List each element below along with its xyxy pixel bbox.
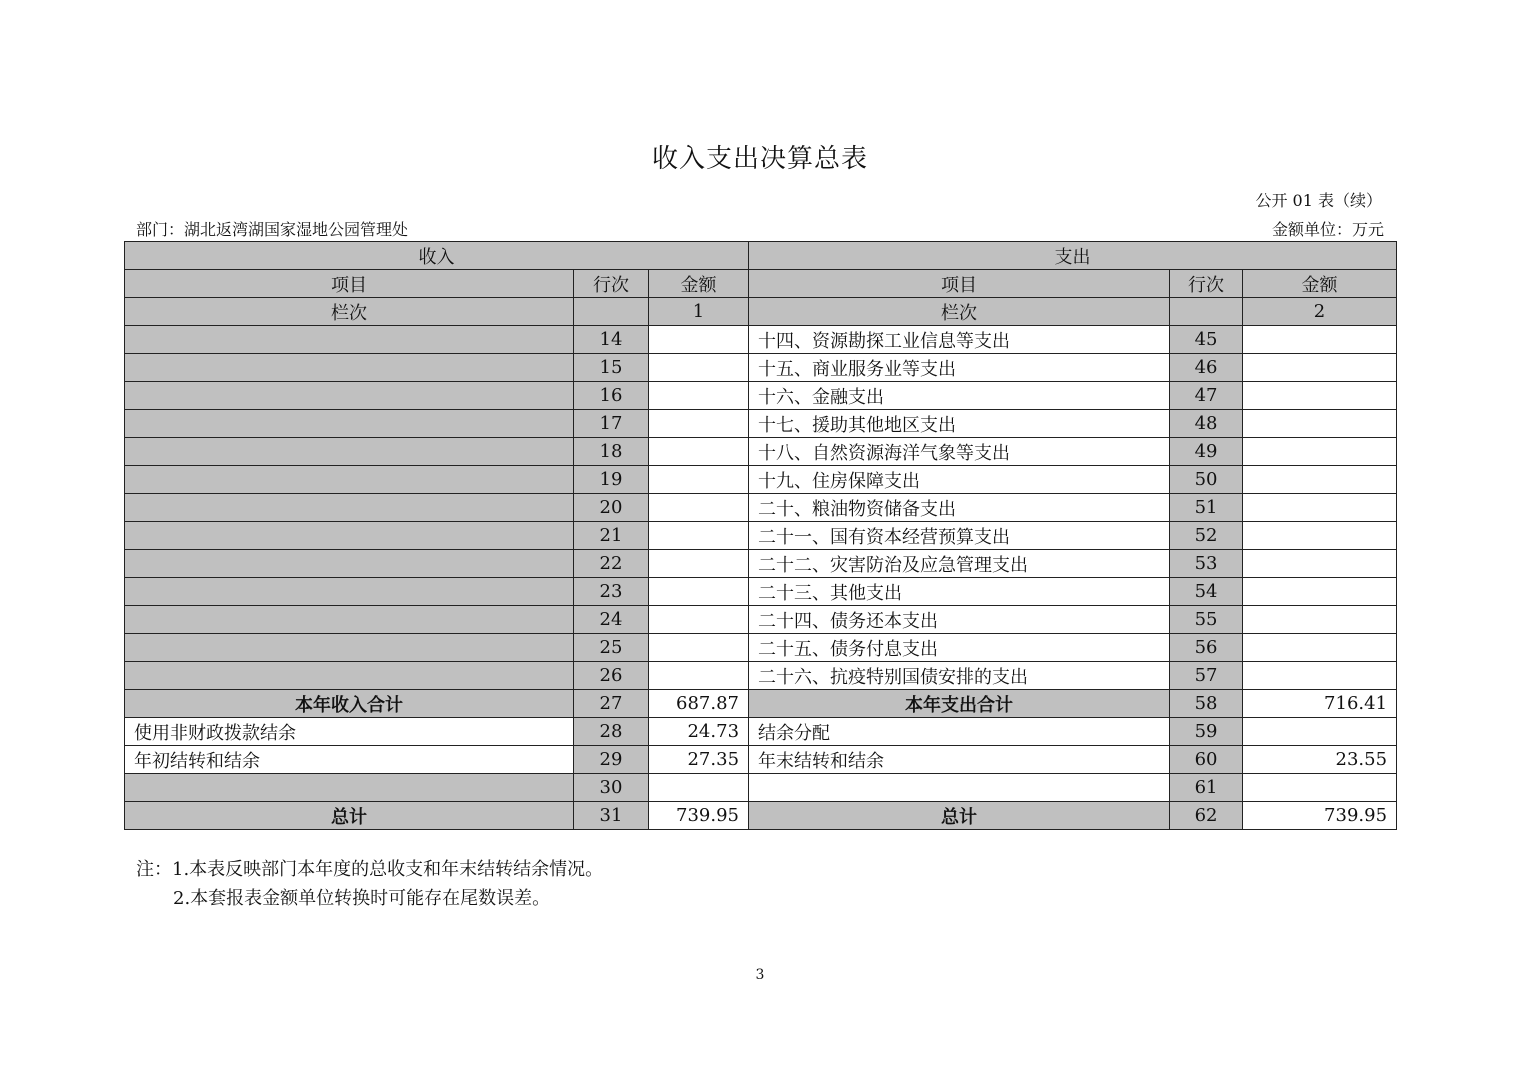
expense-item-cell: 年末结转和结余 bbox=[749, 746, 1170, 774]
income-amount-cell: 24.73 bbox=[649, 718, 749, 746]
expense-amount-cell bbox=[1243, 438, 1397, 466]
income-item-cell bbox=[125, 578, 574, 606]
table-row bbox=[125, 746, 1397, 774]
income-amount-cell bbox=[649, 326, 749, 354]
income-amount-cell bbox=[649, 522, 749, 550]
expense-rowno-cell: 52 bbox=[1170, 522, 1243, 550]
income-amount-cell bbox=[649, 662, 749, 690]
table-row bbox=[125, 522, 1397, 550]
income-item-cell: 年初结转和结余 bbox=[125, 746, 574, 774]
expense-rowno-cell: 59 bbox=[1170, 718, 1243, 746]
expense-rowno-cell: 46 bbox=[1170, 354, 1243, 382]
table-row bbox=[125, 690, 1397, 718]
expense-rowno-cell: 58 bbox=[1170, 690, 1243, 718]
income-item-cell bbox=[125, 774, 574, 802]
income-amount-header: 金额 bbox=[649, 270, 749, 298]
expense-amount-cell bbox=[1243, 634, 1397, 662]
table-row bbox=[125, 382, 1397, 410]
expense-amount-cell bbox=[1243, 718, 1397, 746]
form-number: 公开 01 表（续） bbox=[1255, 191, 1382, 210]
income-amount-cell bbox=[649, 578, 749, 606]
income-rowno-header: 行次 bbox=[574, 270, 649, 298]
expense-item-cell: 二十五、债务付息支出 bbox=[749, 634, 1170, 662]
income-item-cell: 使用非财政拨款结余 bbox=[125, 718, 574, 746]
expense-rowno-cell: 54 bbox=[1170, 578, 1243, 606]
expense-item-cell: 总计 bbox=[749, 802, 1170, 830]
expense-rowno-cell: 62 bbox=[1170, 802, 1243, 830]
expense-rowno-cell: 49 bbox=[1170, 438, 1243, 466]
income-colno-label: 栏次 bbox=[125, 298, 574, 326]
income-amount-cell bbox=[649, 382, 749, 410]
expense-rowno-cell: 57 bbox=[1170, 662, 1243, 690]
income-item-cell bbox=[125, 522, 574, 550]
expense-item-cell: 二十三、其他支出 bbox=[749, 578, 1170, 606]
table-row bbox=[125, 802, 1397, 830]
table-row bbox=[125, 466, 1397, 494]
income-item-cell bbox=[125, 410, 574, 438]
expense-item-cell: 十八、自然资源海洋气象等支出 bbox=[749, 438, 1170, 466]
income-rowno-cell: 21 bbox=[574, 522, 649, 550]
expense-amount-cell bbox=[1243, 550, 1397, 578]
income-item-cell bbox=[125, 662, 574, 690]
income-header: 收入 bbox=[125, 242, 749, 270]
expense-amount-cell bbox=[1243, 774, 1397, 802]
header-row-colno bbox=[125, 298, 1397, 326]
department-label: 部门：湖北返湾湖国家湿地公园管理处 bbox=[136, 220, 409, 239]
table-row bbox=[125, 774, 1397, 802]
expense-item-cell bbox=[749, 774, 1170, 802]
income-rowno-cell: 27 bbox=[574, 690, 649, 718]
income-rowno-cell: 24 bbox=[574, 606, 649, 634]
income-amount-cell bbox=[649, 466, 749, 494]
expense-item-cell: 十六、金融支出 bbox=[749, 382, 1170, 410]
expense-amount-cell bbox=[1243, 382, 1397, 410]
income-rowno-cell: 15 bbox=[574, 354, 649, 382]
income-rowno-cell: 22 bbox=[574, 550, 649, 578]
expense-amount-cell bbox=[1243, 606, 1397, 634]
table-row bbox=[125, 494, 1397, 522]
income-rowno-cell: 16 bbox=[574, 382, 649, 410]
income-rowno-cell: 14 bbox=[574, 326, 649, 354]
income-amount-cell bbox=[649, 634, 749, 662]
income-item-cell bbox=[125, 494, 574, 522]
income-item-cell: 总计 bbox=[125, 802, 574, 830]
income-item-cell bbox=[125, 606, 574, 634]
income-rowno-cell: 30 bbox=[574, 774, 649, 802]
table-row bbox=[125, 606, 1397, 634]
table-row bbox=[125, 410, 1397, 438]
expense-amount-cell bbox=[1243, 410, 1397, 438]
page-title: 收入支出决算总表 bbox=[651, 144, 868, 174]
table-row bbox=[125, 354, 1397, 382]
expense-amount-cell bbox=[1243, 354, 1397, 382]
expense-amount-header: 金额 bbox=[1243, 270, 1397, 298]
income-amount-cell bbox=[649, 494, 749, 522]
expense-item-cell: 十九、住房保障支出 bbox=[749, 466, 1170, 494]
expense-rowno-cell: 51 bbox=[1170, 494, 1243, 522]
unit-label: 金额单位：万元 bbox=[1271, 220, 1384, 239]
expense-item-cell: 本年支出合计 bbox=[749, 690, 1170, 718]
expense-colno-label: 栏次 bbox=[749, 298, 1170, 326]
income-rowno-cell: 25 bbox=[574, 634, 649, 662]
income-amount-cell bbox=[649, 550, 749, 578]
income-colno-value: 1 bbox=[649, 298, 749, 326]
notes bbox=[136, 855, 603, 913]
income-rowno-cell: 23 bbox=[574, 578, 649, 606]
expense-rowno-cell: 55 bbox=[1170, 606, 1243, 634]
income-amount-cell bbox=[649, 354, 749, 382]
expense-rowno-cell: 61 bbox=[1170, 774, 1243, 802]
expense-rowno-cell: 47 bbox=[1170, 382, 1243, 410]
income-item-cell bbox=[125, 382, 574, 410]
income-rowno-cell: 28 bbox=[574, 718, 649, 746]
expense-colno-blank bbox=[1170, 298, 1243, 326]
income-item-cell bbox=[125, 326, 574, 354]
table-row bbox=[125, 662, 1397, 690]
income-expense-table bbox=[124, 241, 1397, 830]
income-rowno-cell: 18 bbox=[574, 438, 649, 466]
income-item-header: 项目 bbox=[125, 270, 574, 298]
income-rowno-cell: 19 bbox=[574, 466, 649, 494]
income-amount-cell: 27.35 bbox=[649, 746, 749, 774]
expense-amount-cell bbox=[1243, 494, 1397, 522]
header-row-section bbox=[125, 242, 1397, 270]
table-row bbox=[125, 326, 1397, 354]
expense-item-cell: 二十四、债务还本支出 bbox=[749, 606, 1170, 634]
table-row bbox=[125, 634, 1397, 662]
expense-rowno-cell: 48 bbox=[1170, 410, 1243, 438]
expense-amount-cell bbox=[1243, 466, 1397, 494]
expense-rowno-cell: 50 bbox=[1170, 466, 1243, 494]
income-amount-cell: 687.87 bbox=[649, 690, 749, 718]
expense-amount-cell bbox=[1243, 578, 1397, 606]
table-row bbox=[125, 578, 1397, 606]
income-item-cell: 本年收入合计 bbox=[125, 690, 574, 718]
expense-colno-value: 2 bbox=[1243, 298, 1397, 326]
income-colno-blank bbox=[574, 298, 649, 326]
expense-amount-cell: 716.41 bbox=[1243, 690, 1397, 718]
expense-item-cell: 十五、商业服务业等支出 bbox=[749, 354, 1170, 382]
expense-amount-cell bbox=[1243, 522, 1397, 550]
income-item-cell bbox=[125, 354, 574, 382]
header-row-columns bbox=[125, 270, 1397, 298]
income-amount-cell: 739.95 bbox=[649, 802, 749, 830]
table-row bbox=[125, 550, 1397, 578]
income-rowno-cell: 20 bbox=[574, 494, 649, 522]
expense-amount-cell bbox=[1243, 326, 1397, 354]
expense-rowno-header: 行次 bbox=[1170, 270, 1243, 298]
table-row bbox=[125, 438, 1397, 466]
income-item-cell bbox=[125, 550, 574, 578]
expense-header: 支出 bbox=[749, 242, 1397, 270]
note-line-1: 注：1.本表反映部门本年度的总收支和年末结转结余情况。 bbox=[136, 859, 604, 880]
income-rowno-cell: 29 bbox=[574, 746, 649, 774]
table-row bbox=[125, 718, 1397, 746]
expense-rowno-cell: 60 bbox=[1170, 746, 1243, 774]
expense-item-cell: 十七、援助其他地区支出 bbox=[749, 410, 1170, 438]
expense-rowno-cell: 56 bbox=[1170, 634, 1243, 662]
expense-item-cell: 二十、粮油物资储备支出 bbox=[749, 494, 1170, 522]
expense-rowno-cell: 53 bbox=[1170, 550, 1243, 578]
expense-item-cell: 二十六、抗疫特别国债安排的支出 bbox=[749, 662, 1170, 690]
expense-item-header: 项目 bbox=[749, 270, 1170, 298]
expense-item-cell: 十四、资源勘探工业信息等支出 bbox=[749, 326, 1170, 354]
income-item-cell bbox=[125, 634, 574, 662]
income-item-cell bbox=[125, 438, 574, 466]
income-rowno-cell: 31 bbox=[574, 802, 649, 830]
income-rowno-cell: 17 bbox=[574, 410, 649, 438]
expense-amount-cell: 23.55 bbox=[1243, 746, 1397, 774]
income-amount-cell bbox=[649, 606, 749, 634]
income-rowno-cell: 26 bbox=[574, 662, 649, 690]
expense-item-cell: 结余分配 bbox=[749, 718, 1170, 746]
expense-amount-cell bbox=[1243, 662, 1397, 690]
expense-rowno-cell: 45 bbox=[1170, 326, 1243, 354]
expense-item-cell: 二十一、国有资本经营预算支出 bbox=[749, 522, 1170, 550]
expense-item-cell: 二十二、灾害防治及应急管理支出 bbox=[749, 550, 1170, 578]
note-line-2: 2.本套报表金额单位转换时可能存在尾数误差。 bbox=[173, 888, 551, 909]
income-amount-cell bbox=[649, 438, 749, 466]
income-amount-cell bbox=[649, 410, 749, 438]
page-number: 3 bbox=[755, 967, 765, 983]
expense-amount-cell: 739.95 bbox=[1243, 802, 1397, 830]
income-amount-cell bbox=[649, 774, 749, 802]
income-item-cell bbox=[125, 466, 574, 494]
